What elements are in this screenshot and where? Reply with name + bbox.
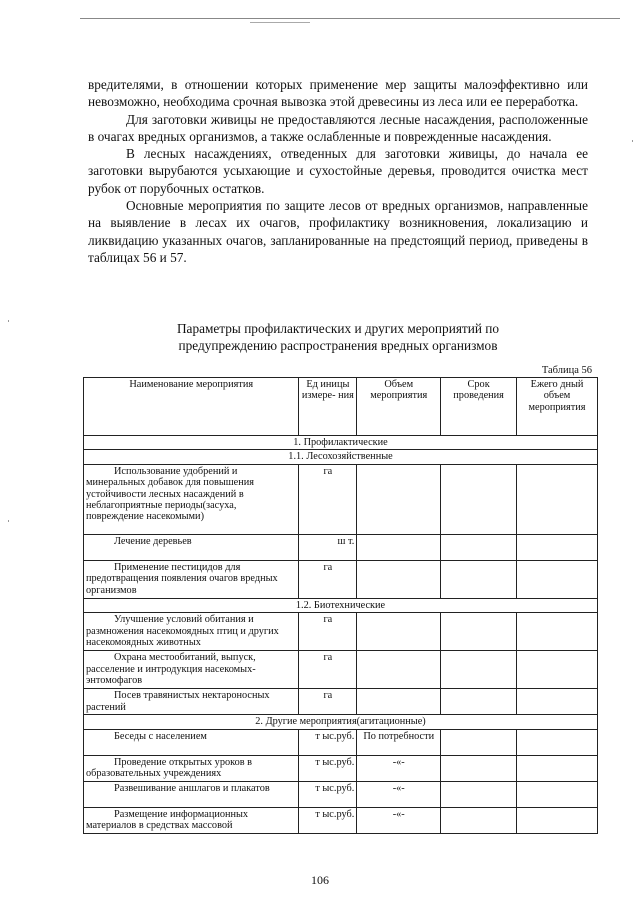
scan-margin-mark — [8, 320, 9, 322]
row-unit: ш т. — [299, 534, 357, 560]
row-volume — [357, 534, 441, 560]
header-unit: Ед иницы измере- ния — [299, 378, 357, 436]
section-row — [84, 598, 598, 612]
row-annual — [517, 464, 598, 534]
row-unit: т ыс.руб. — [299, 729, 357, 755]
row-volume: По потребности — [357, 729, 441, 755]
row-unit: га — [299, 464, 357, 534]
row-volume: -«- — [357, 781, 441, 807]
header-annual: Ежего дный объем мероприятия — [517, 378, 598, 436]
table-heading — [88, 320, 588, 355]
row-name: Проведение открытых уроков в образовательных учреждениях — [84, 755, 299, 781]
paragraph-2: Для заготовки живицы не предоставляются лесные насаждения, расположенные в очагах вредных организмов, а также ослабленные и поврежденные насаждения. — [88, 111, 588, 144]
row-term — [441, 755, 517, 781]
row-term — [441, 651, 517, 689]
table-row — [84, 689, 598, 715]
table-row — [84, 729, 598, 755]
row-term — [441, 613, 517, 651]
row-annual — [517, 689, 598, 715]
table-row — [84, 755, 598, 781]
header-name: Наименование мероприятия — [84, 378, 299, 436]
table-row — [84, 560, 598, 598]
row-name: Размещение информационных материалов в средствах массовой — [84, 807, 299, 833]
row-term — [441, 781, 517, 807]
measures-table — [83, 377, 598, 834]
row-unit: га — [299, 613, 357, 651]
row-unit: т ыс.руб. — [299, 781, 357, 807]
row-unit: т ыс.руб. — [299, 755, 357, 781]
paragraph-4: Основные мероприятия по защите лесов от вредных организмов, направленные на выявление в лесах их очагов, профилактику возникновения, локализацию и ликвидацию указанных очагов, запланированные на предстоящий период, приведены в таблицах 56 и 57. — [88, 198, 588, 265]
scan-margin-mark — [632, 140, 633, 142]
row-volume — [357, 613, 441, 651]
row-volume — [357, 560, 441, 598]
row-name: Охрана местообитаний, выпуск, расселение и интродукция насекомых-энтомофагов — [84, 651, 299, 689]
table-row — [84, 613, 598, 651]
row-term — [441, 689, 517, 715]
scan-margin-mark — [8, 520, 9, 522]
page-number: 106 — [311, 873, 329, 887]
row-annual — [517, 560, 598, 598]
section-row — [84, 436, 598, 450]
row-unit: га — [299, 651, 357, 689]
row-volume — [357, 689, 441, 715]
row-annual — [517, 781, 598, 807]
row-annual — [517, 651, 598, 689]
row-name: Беседы с населением — [84, 729, 299, 755]
section-biotech: 1.2. Биотехнические — [84, 598, 598, 612]
scan-top-line-mark — [250, 22, 310, 23]
row-unit: га — [299, 689, 357, 715]
table-row — [84, 534, 598, 560]
row-annual — [517, 807, 598, 833]
row-volume: -«- — [357, 807, 441, 833]
row-term — [441, 534, 517, 560]
row-annual — [517, 729, 598, 755]
row-name: Использование удобрений и минеральных добавок для повышения устойчивости лесных насаждений в неблагоприятные периоды(засуха, повреждение насекомыми) — [84, 464, 299, 534]
section-row — [84, 715, 598, 729]
row-annual — [517, 534, 598, 560]
row-term — [441, 560, 517, 598]
row-term — [441, 807, 517, 833]
table-row — [84, 781, 598, 807]
table-row — [84, 464, 598, 534]
row-name: Улучшение условий обитания и размножения насекомоядных птиц и других насекомоядных животных — [84, 613, 299, 651]
table-heading-line-2: предупреждению распространения вредных организмов — [178, 338, 498, 354]
row-name: Лечение деревьев — [84, 534, 299, 560]
header-term: Срок проведения — [441, 378, 517, 436]
body-text — [88, 76, 588, 266]
row-name: Посев травянистых нектароносных растений — [84, 689, 299, 715]
section-row — [84, 450, 598, 464]
section-preventive: 1. Профилактические — [84, 436, 598, 450]
row-unit: га — [299, 560, 357, 598]
row-name: Применение пестицидов для предотвращения появления очагов вредных организмов — [84, 560, 299, 598]
row-term — [441, 464, 517, 534]
row-volume — [357, 464, 441, 534]
row-term — [441, 729, 517, 755]
table-heading-line-1: Параметры профилактических и других мероприятий по — [176, 321, 500, 336]
row-unit: т ыс.руб. — [299, 807, 357, 833]
table-row — [84, 807, 598, 833]
row-volume: -«- — [357, 755, 441, 781]
scan-top-line — [80, 18, 620, 19]
header-volume: Объем мероприятия — [357, 378, 441, 436]
row-annual — [517, 755, 598, 781]
table-row — [84, 651, 598, 689]
table-header-row — [84, 378, 598, 436]
row-name: Развешивание аншлагов и плакатов — [84, 781, 299, 807]
paragraph-1: вредителями, в отношении которых применение мер защиты малоэффективно или невозможно, необходима срочная вывозка этой древесины из леса или ее переработка. — [88, 77, 588, 110]
table-number: Таблица 56 — [541, 365, 592, 376]
section-agitation: 2. Другие мероприятия(агитационные) — [84, 715, 598, 729]
row-annual — [517, 613, 598, 651]
section-forestry: 1.1. Лесохозяйственные — [84, 450, 598, 464]
paragraph-3: В лесных насаждениях, отведенных для заготовки живицы, до начала ее заготовки вырубаются усыхающие и сухостойные деревья, проводится очистка мест рубок от порубочных остатков. — [88, 146, 588, 196]
row-volume — [357, 651, 441, 689]
